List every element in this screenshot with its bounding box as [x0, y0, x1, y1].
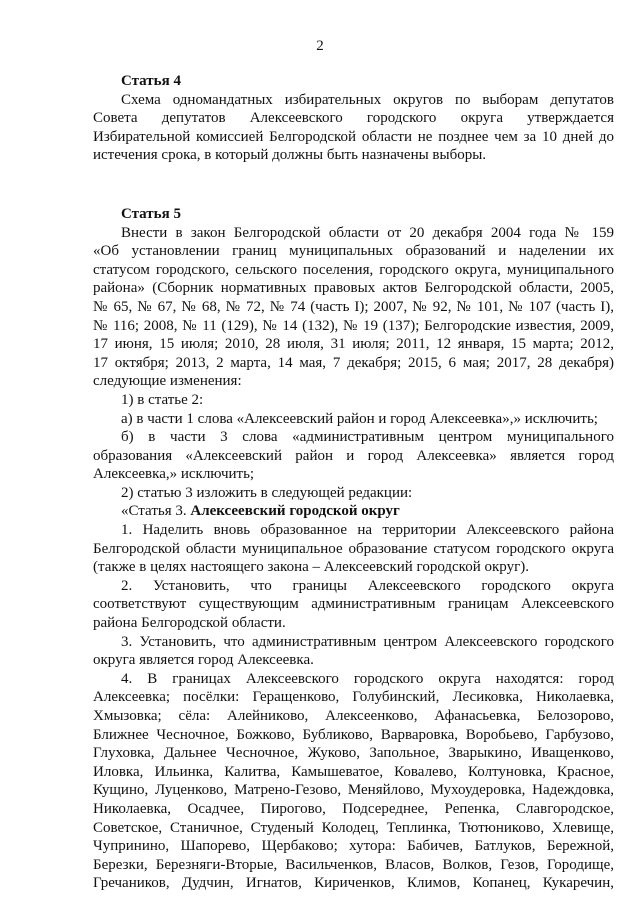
article4-text: [93, 91, 614, 165]
clause-3-line: округа является город Алексеевка.: [93, 652, 314, 669]
article5-intro-line: № 65, № 67, № 68, № 72, № 74 (часть I); 2007, № 92, № 101, № 107 (часть I),: [93, 298, 614, 315]
article5-intro: [93, 224, 614, 391]
article5-heading: Статья 5: [121, 205, 181, 222]
article5-intro-line: № 116; 2008, № 11 (129), № 14 (132), № 19 (137); Белгородские известия, 2009,: [93, 317, 614, 334]
amendment-item-1b-line: образования «Алексеевский район и город Алексеевка» является город: [93, 447, 614, 464]
document-body: [93, 72, 614, 893]
article5-intro-line: Внести в закон Белгородской области от 20 декабря 2004 года № 159: [121, 224, 614, 241]
clause-4-line: Чупринино, Шапорево, Щербаково; хутора: Бабичев, Батлуков, Бережной,: [93, 838, 614, 855]
article4-line: Схема одномандатных избирательных округов по выборам депутатов: [121, 91, 614, 108]
article5-intro-line: района» (Сборник нормативных правовых актов Белгородской области, 2005,: [93, 280, 614, 297]
clause-4-line: Николаевка, Осадчее, Пирогово, Подсереднее, Репенка, Славгородское,: [93, 800, 614, 817]
article5-intro-line: 17 июня, 15 июля; 2010, 28 июля, 31 июля; 2011, 12 января, 15 марта; 2012,: [93, 336, 614, 353]
amendment-item-1b-line: Алексеевка,» исключить;: [93, 466, 255, 483]
clause-4-line: Иловка, Ильинка, Калитва, Камышеватое, Ковалево, Колтуновка, Красное,: [93, 763, 614, 780]
article4-heading: Статья 4: [121, 73, 181, 89]
page-number: 2: [316, 38, 324, 54]
clause-4-line: Ближнее Чесночное, Божково, Бубликово, Варваровка, Воробьево, Гарбузово,: [93, 726, 614, 743]
article5-intro-line: следующие изменения:: [93, 373, 242, 390]
clause-2-line: 2. Установить, что границы Алексеевского городского округа: [121, 577, 614, 594]
clause-4-line: Хмызовка; сёла: Алейниково, Алексеенково, Афанасьевка, Белозорово,: [93, 708, 614, 724]
clause-3-line: 3. Установить, что административным центром Алексеевского городского: [121, 633, 614, 650]
amendment-item-2: 2) статью 3 изложить в следующей редакции:: [121, 484, 413, 501]
article5-intro-line: «Об установлении границ муниципальных образований и наделении их: [93, 243, 614, 260]
quoted-article-name: Алексеевский городской округ: [190, 503, 400, 520]
clause-4-line: Березки, Березняги-Вторые, Васильченков, Власов, Волков, Гезов, Городище,: [93, 856, 614, 873]
clause-2-line: соответствуют существующим административным границам Алексеевского: [93, 596, 614, 613]
clause-4-line: Советское, Станичное, Студеный Колодец, Теплинка, Тютюниково, Хлевище,: [93, 819, 614, 836]
clause-1-line: Белгородской области муниципальное образование статусом городского округа: [93, 540, 614, 557]
amendment-item-1a: а) в части 1 слова «Алексеевский район и город Алексеевка»,» исключить;: [121, 410, 598, 427]
article4-line: истечения срока, в который должны быть назначены выборы.: [93, 147, 487, 164]
clause-2-line: района Белгородской области.: [93, 615, 286, 632]
article5-intro-line: 17 октября; 2013, 2 марта, 14 мая, 7 декабря; 2015, 6 мая; 2017, 28 декабря): [93, 354, 614, 371]
quoted-article-prefix: «Статья 3.: [121, 503, 191, 520]
clause-4-line: Глуховка, Дальнее Чесночное, Жуково, Запольное, Зварыкино, Иващенково,: [93, 745, 614, 762]
article5-intro-line: статусом городского, сельского поселения, городского округа, муниципального: [93, 261, 614, 278]
article4-line: Совета депутатов Алексеевского городского округа утверждается: [93, 110, 614, 127]
clause-4-line: Гречаников, Дудчин, Игнатов, Кириченков, Климов, Копанец, Кукаречин,: [93, 875, 614, 892]
quoted-article-title: [93, 502, 614, 521]
clause-4-line: Кущино, Луценково, Матрено-Гезово, Меняйлово, Мухоудеровка, Надеждовка,: [93, 782, 614, 799]
clause-1-line: (также в целях настоящего закона – Алексеевский городской округ).: [93, 559, 529, 576]
clause-4-line: Алексеевка; посёлки: Геращенково, Голубинский, Лесиковка, Николаевка,: [93, 689, 614, 706]
amendment-item-1: 1) в статье 2:: [121, 391, 204, 408]
clause-1-line: 1. Наделить вновь образованное на территории Алексеевского района: [121, 522, 614, 539]
amendment-item-1b-line: б) в части 3 слова «административным центром муниципального: [121, 429, 614, 446]
article4-line: Избирательной комиссией Белгородской области не позднее чем за 10 дней до: [93, 128, 614, 145]
clause-4-line: 4. В границах Алексеевского городского округа находятся: город: [121, 670, 614, 687]
